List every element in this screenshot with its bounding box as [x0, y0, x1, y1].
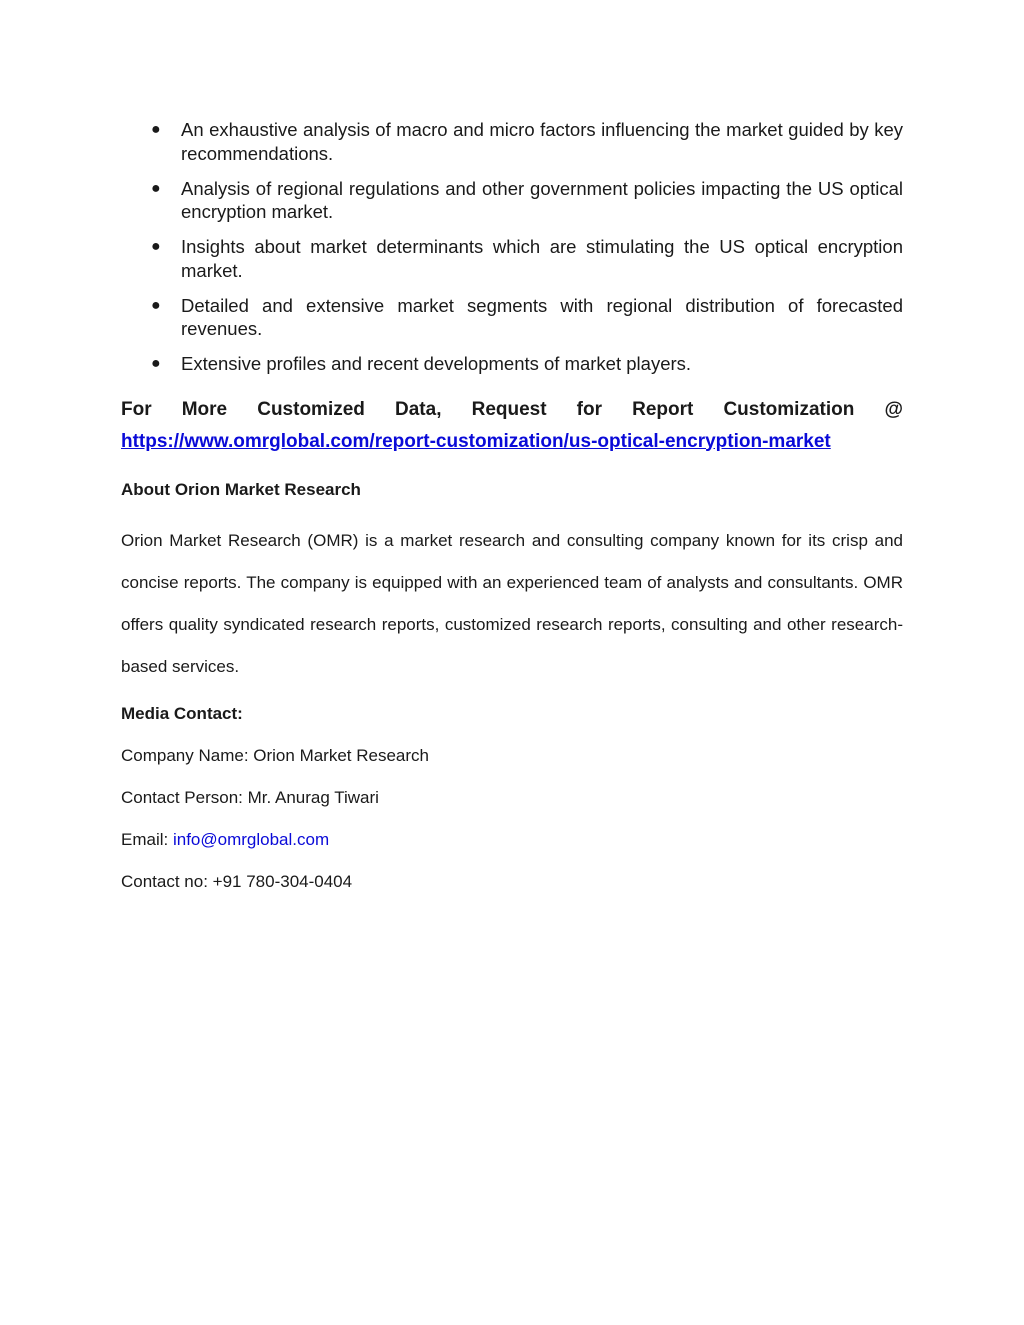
document-page: [121, 118, 903, 894]
bullet-icon: ●: [151, 296, 161, 314]
customization-link[interactable]: https://www.omrglobal.com/report-customization/us-optical-encryption-market: [121, 430, 831, 452]
bullet-icon: ●: [151, 121, 161, 138]
company-name: Company Name: Orion Market Research: [121, 745, 430, 765]
list-item: ● Analysis of regional regulations and other government policies impacting the US optical encryption market.: [151, 177, 903, 222]
list-item: ● Extensive profiles and recent developments of market players.: [151, 353, 692, 374]
email-label: Email:: [121, 829, 173, 849]
email-line: [121, 828, 903, 852]
about-body: Orion Market Research (OMR) is a market research and consulting company known for its crisp and concise reports. The company is equipped with an experienced team of analysts and consultants. OMR offers quality syndicated research reports, customized research reports, consulting and other research-based services.: [121, 530, 903, 676]
feature-list: [121, 118, 903, 376]
media-contact-heading: Media Contact:: [121, 703, 243, 723]
contact-phone: Contact no: +91 780-304-0404: [121, 871, 353, 891]
customization-request-text: For More Customized Data, Request for Report Customization @: [121, 398, 903, 420]
list-item: ● Insights about market determinants which are stimulating the US optical encryption market.: [151, 236, 903, 281]
contact-person: Contact Person: Mr. Anurag Tiwari: [121, 787, 379, 807]
list-item: ● Detailed and extensive market segments with regional distribution of forecasted revenues.: [151, 294, 903, 339]
bullet-icon: ●: [151, 238, 161, 255]
about-heading: About Orion Market Research: [121, 479, 361, 499]
bullet-icon: ●: [151, 179, 161, 197]
bullet-icon: ●: [151, 355, 161, 372]
email-link[interactable]: info@omrglobal.com: [172, 829, 330, 849]
list-item: ● An exhaustive analysis of macro and micro factors influencing the market guided by key recommendations.: [151, 119, 903, 164]
